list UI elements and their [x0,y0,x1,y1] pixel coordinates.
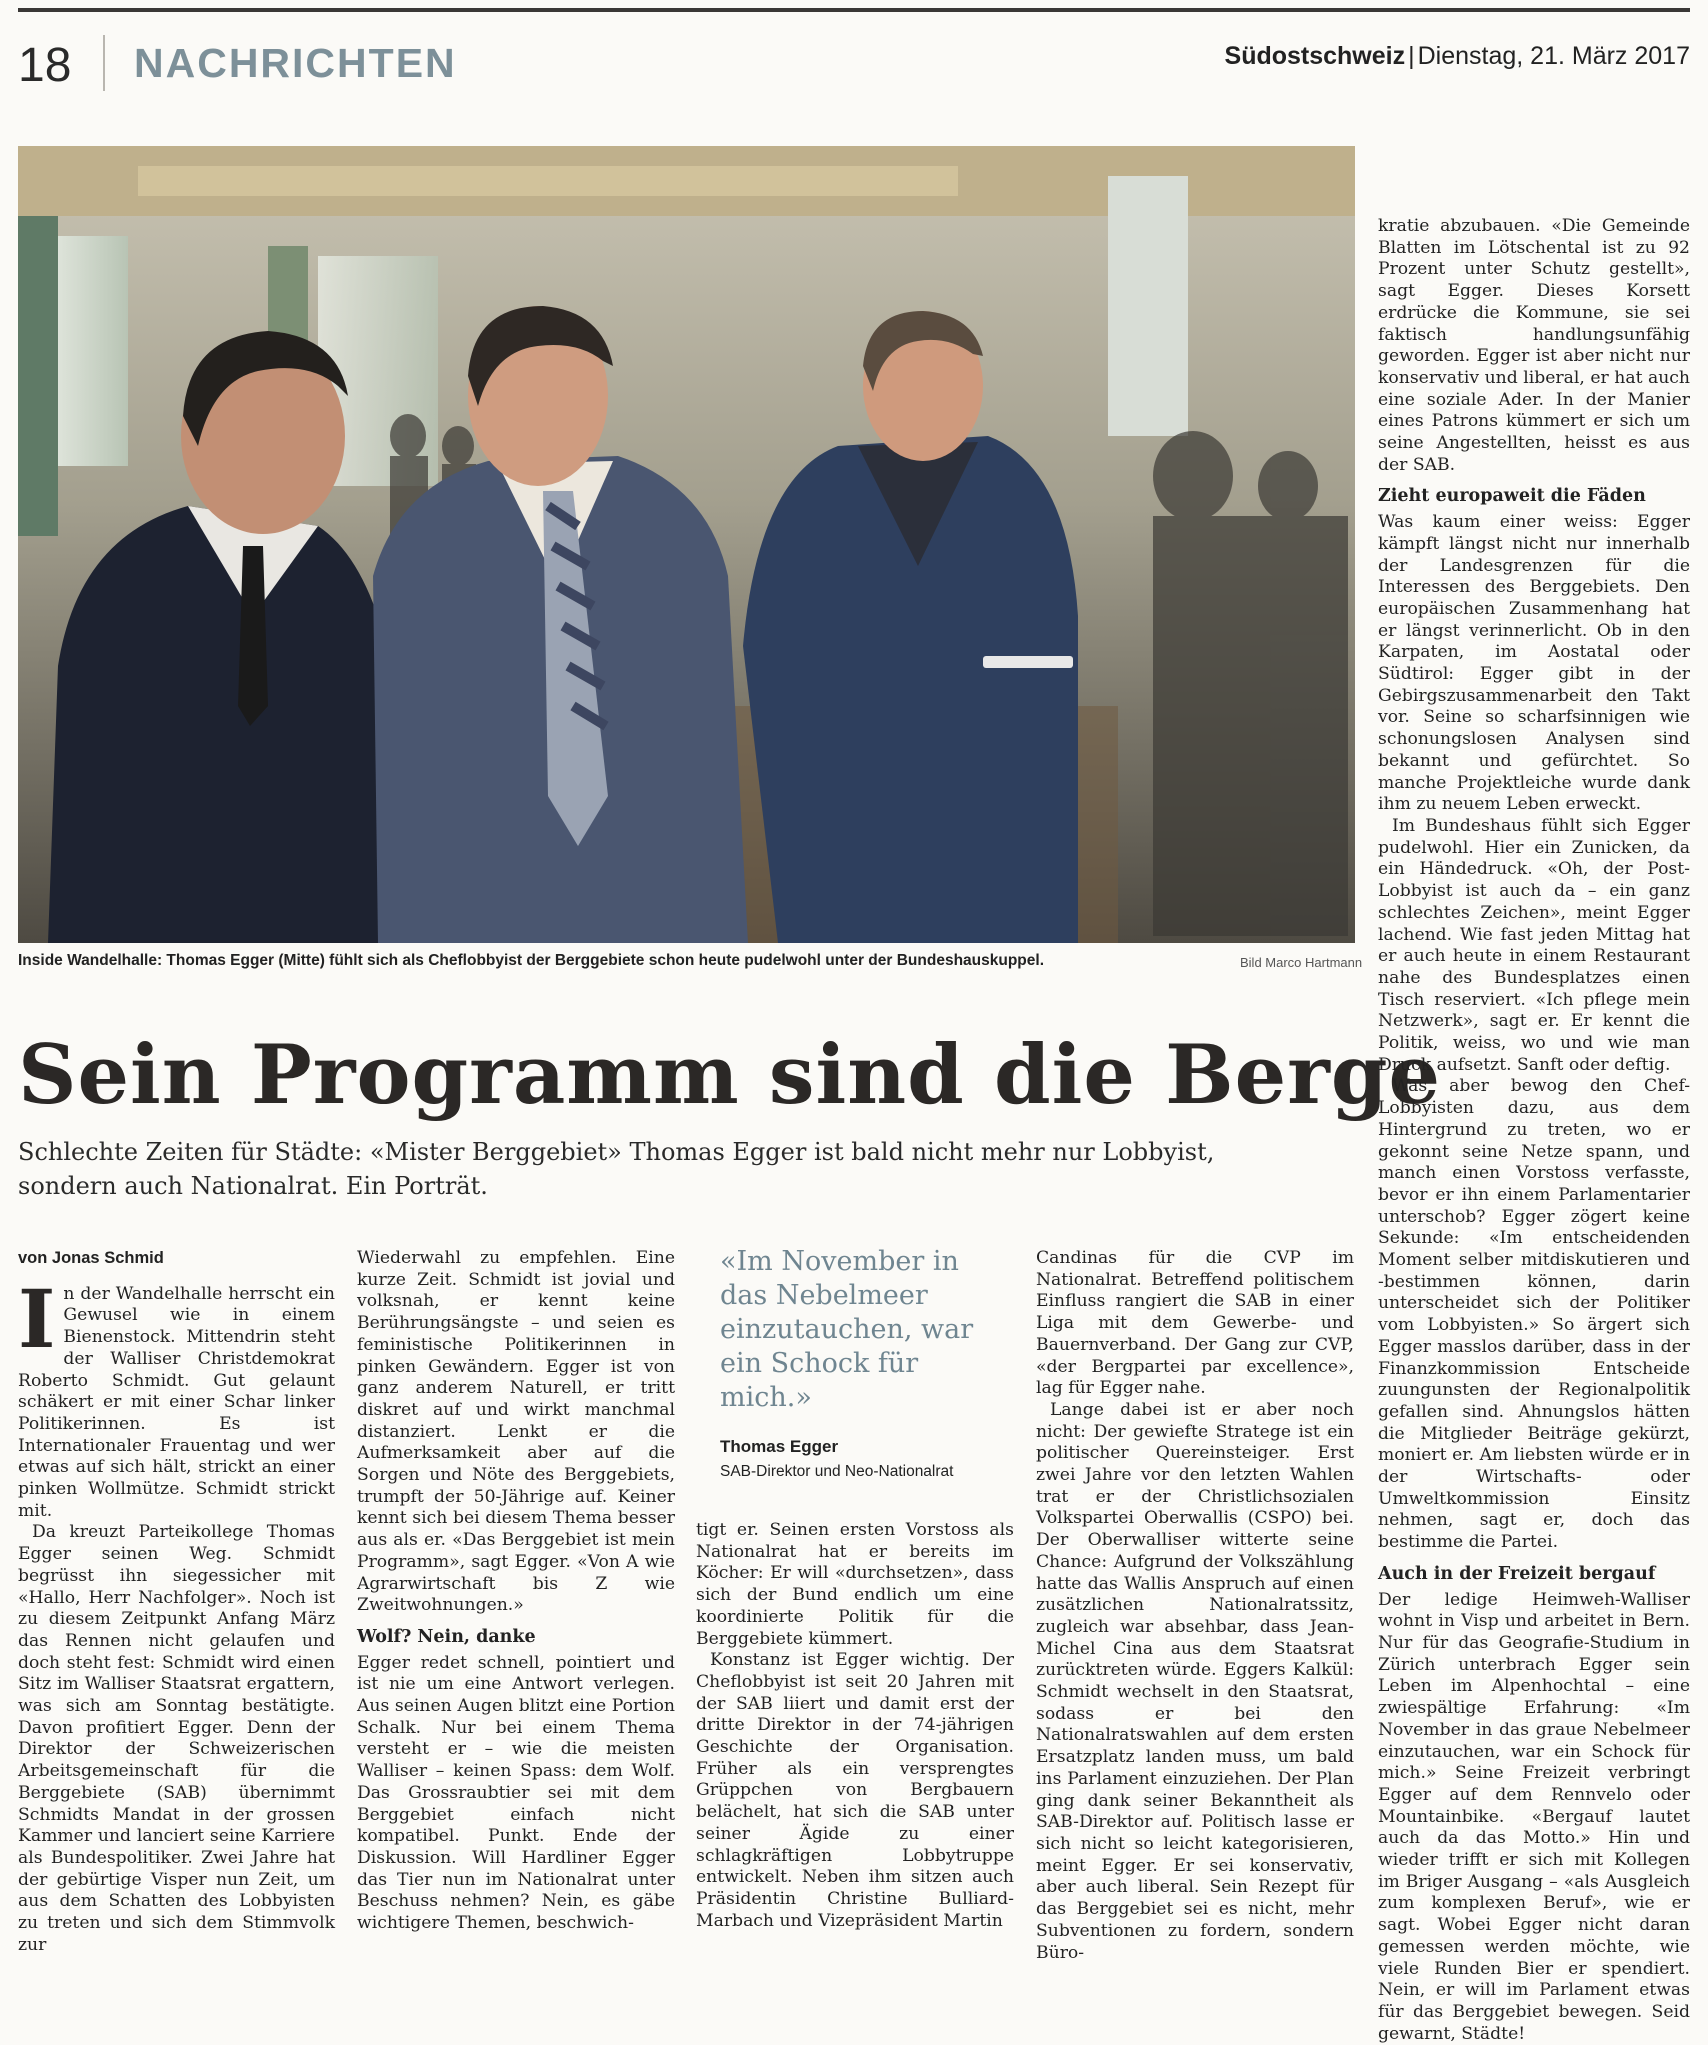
col5-paragraph-5: Der ledige Heimweh-Walliser wohnt in Visp und arbeitet in Bern. Nur für das Geografie-Studium in Zürich unterbrach Egger sein Leben im Alpenhochtal – eine zwiespältige Erfahrung: «Im November in das graue Nebelmeer einzutauchen, war ein Schock für mich.» Seine Freizeit verbringt Egger auf dem Rennvelo oder Mountainbike. «Bergauf lautet auch da das Motto.» Hin und wieder trifft er sich mit Kollegen im Briger Ausgang – «als Ausgleich zum komplexen Beruf», wie er sagt. Wobei Egger nicht daran gemessen werden möchte, wie viele Runden Bier er spendiert. Nein, er will im Parlament etwas für das Berggebiet bewegen. Seid gewarnt, Städte! [1378,1589,1690,2044]
col5-paragraph-2: Was kaum einer weiss: Egger kämpft längst nicht nur innerhalb der Landesgrenzen für die Interessen des Berggebiets. Den europäischen Zusammenhang hat er längst verinnerlicht. Ob in den Karpaten, im Aostatal oder Südtirol: Egger gibt in der Gebirgszusammenarbeit den Takt vor. Seine so scharfsinnigen wie schonungslosen Analysen sind bekannt und gefürchtet. So manche Projektleiche wurde dank ihm zu neuem Leben erweckt. [1378,512,1690,815]
col5-paragraph-4: Was aber bewog den Chef-Lobbyisten dazu, aus dem Hintergrund zu treten, wo er gekonnt seine Netze spann, und manch einen Vorstoss verfasste, bevor er ihn einem Parlamentarier unterschob? Egger zögert keine Sekunde: «Im entscheidenden Moment selber mitdiskutieren und -bestimmen können, darin unterscheidet sich der Politiker vom Lobbyisten.» So ärgert sich Egger masslos darüber, dass in der Finanzkommission Entscheide zuungunsten der Regionalpolitik gefallen sind. Ahnungslos hätten die Mitglieder Beiträge gekürzt, moniert er. Am liebsten würde er in der Wirtschafts- oder Umweltkommission Einsitz nehmen, sagt er, doch das bestimme die Partei. [1378,1076,1690,1553]
masthead: Südostschweiz | Dienstag, 21. März 2017 [1224,42,1690,70]
column-2 [357,1248,675,1935]
header-divider [103,35,105,91]
lead-text: Schlechte Zeiten für Städte: «Mister Berggebiet» Thomas Egger ist bald nicht mehr nur Lobbyist, sondern auch Nationalrat. Ein Porträt. [18,1138,1215,1200]
subhead-freizeit: Auch in der Freizeit bergauf [1378,1563,1656,1584]
col5-paragraph-1: kratie abzubauen. «Die Gemeinde Blatten im Lötschental ist zu 92 Prozent unter Schutz gestellt», sagt Egger. Dieses Korsett erdrücke die Kommune, sie sei faktisch handlungsunfähig geworden. Egger ist aber nicht nur konservativ und liberal, er hat auch eine soziale Ader. In der Manier eines Patrons kümmert er sich um seine Angestellten, heisst es aus der SAB. [1378,216,1690,475]
byline: von Jonas Schmid [18,1249,164,1267]
col5-paragraph-3: Im Bundeshaus fühlt sich Egger pudelwohl. Hier ein Zunicken, da ein Händedruck. «Oh, der Post-Lobbyist ist auch da – ein ganz schlechtes Zeichen», meint Egger lachend. Wie fast jeden Mittag hat er auch heute in einem Restaurant nahe des Bundesplatzes einen Tisch reserviert. «Ich pflege mein Netzwerk», sagt er. Er kennt die Politik, weiss, wo und wie man Druck aufsetzt. Sanft oder deftig. [1378,815,1690,1075]
col3-paragraph-1: tigt er. Seinen ersten Vorstoss als Nationalrat hat er bereits im Köcher: Er will «durchsetzen», dass sich der Bund endlich um eine koordinierte Politik für die Berggebiete kümmert. [696,1520,1014,1649]
page-number: 18 [18,39,72,92]
col1-paragraph-1: n der Wandelhalle herrscht ein Gewusel wie in einem Bienenstock. Mittendrin steht der Walliser Christdemokrat Roberto Schmidt. Gut gelaunt schäkert er mit einer Schar linker Politikerinnen. Es ist Internationaler Frauentag und wer etwas auf sich hält, strickt an einer pinken Wollmütze. Schmidt strickt mit. [18,1283,335,1521]
pull-quote: «Im November in das Nebelmeer einzutauchen, war ein Schock für mich.» [720,1246,974,1413]
top-rule [18,8,1690,12]
col4-paragraph-1: Candinas für die CVP im Nationalrat. Betreffend politischem Einfluss rangiert die SAB in einer Liga mit dem Gewerbe- und Bauernverband. Der Gang zur CVP, «der Bergpartei par excellence», lag für Egger nahe. [1036,1248,1354,1399]
paper-name: Südostschweiz [1224,42,1406,70]
hall-photo-illustration [18,146,1355,943]
column-3 [696,1520,1014,1932]
column-4 [1036,1248,1354,1964]
col1-paragraph-2: Da kreuzt Parteikollege Thomas Egger seinen Weg. Schmidt begrüsst ihn siegessicher mit «Hallo, Herr Nachfolger». Noch ist zu diesem Zeitpunkt Anfang März das Rennen nicht gelaufen und doch steht fest: Schmidt wird einen Sitz im Walliser Staatsrat ergattern, was sich am Sonntag bestätigte. Davon profitiert Egger. Denn der Direktor der Schweizerischen Arbeitsgemeinschaft für die Berggebiete (SAB) übernimmt Schmidts Mandat in der grossen Kammer und lanciert seine Karriere als Bundespolitiker. Zwei Jahre hat der gebürtige Visper nun Zeit, um aus dem Schatten des Lobbyisten zu treten und sich dem Stimmvolk zur [18,1522,335,1955]
column-1 [18,1248,335,1957]
subhead-wolf: Wolf? Nein, danke [357,1626,536,1647]
photo-credit: Bild Marco Hartmann [1240,955,1363,970]
column-5 [1378,216,1690,2045]
pull-quote-role: SAB-Direktor und Neo-Nationalrat [720,1463,954,1480]
headline: Sein Programm sind die Berge [18,1028,1441,1123]
issue-date: Dienstag, 21. März 2017 [1417,42,1690,70]
col2-paragraph-1: Wiederwahl zu empfehlen. Eine kurze Zeit. Schmidt ist jovial und volksnah, er kennt keine Berührungsängste – und seien es feministische Politikerinnen in pinken Gewändern. Egger ist von ganz anderem Naturell, er tritt diskret auf und wirkt manchmal distanziert. Lenkt er die Aufmerksamkeit aber auf die Sorgen und Nöte des Berggebiets, trumpft der 50-Jährige auf. Keiner kennt sich bei diesem Thema besser aus als er. «Das Berggebiet ist mein Programm», sagt Egger. «Von A wie Agrarwirtschaft bis Z wie Zweitwohnungen.» [357,1248,675,1616]
pull-quote-name: Thomas Egger [720,1437,839,1456]
col3-paragraph-2: Konstanz ist Egger wichtig. Der Cheflobbyist ist seit 20 Jahren mit der SAB liiert und damit erst der dritte Direktor in der 74-jährigen Geschichte der Organisation. Früher als ein versprengtes Grüppchen von Bergbauern belächelt, hat sich die SAB unter seiner Ägide zu einer schlagkräftigen Lobbytruppe entwickelt. Neben ihm sitzen auch Präsidentin Christine Bulliard-Marbach und Vizepräsident Martin [696,1650,1014,1931]
article-photo [18,146,1355,943]
section-title: NACHRICHTEN [134,40,457,86]
col2-paragraph-2: Egger redet schnell, pointiert und ist nie um eine Antwort verlegen. Aus seinen Augen blitzt eine Portion Schalk. Nur bei einem Thema versteht er – wie die meisten Walliser – keinen Spass: dem Wolf. Das Grossraubtier sei mit dem Berggebiet einfach nicht kompatibel. Punkt. Ende der Diskussion. Will Hardliner Egger das Tier nun im Nationalrat unter Beschuss nehmen? Nein, es gäbe wichtigere Themen, beschwich- [357,1652,675,1934]
col4-paragraph-2: Lange dabei ist er aber noch nicht: Der gewiefte Stratege ist ein politischer Quereinsteiger. Erst zwei Jahre vor den letzten Wahlen trat er der Christlichsozialen Volkspartei Oberwallis (CSPO) bei. Der Oberwalliser witterte seine Chance: Aufgrund der Volkszählung hatte das Wallis Anspruch auf einen zusätzlichen Nationalratssitz, zugleich war absehbar, dass Jean-Michel Cina aus dem Staatsrat zurücktreten würde. Eggers Kalkül: Schmidt wechselt in den Staatsrat, sodass er bei den Nationalratswahlen auf dem ersten Ersatzplatz landen muss, um bald ins Parlament einzuziehen. Der Plan ging dank seiner Bekanntheit als SAB-Direktor auf. Politisch lasse er sich nicht so leicht kategorisieren, meint Egger. Er sei konservativ, aber auch liberal. Sein Rezept für das Berggebiet sei es nicht, mehr Subventionen zu fordern, sondern Büro- [1036,1399,1354,1963]
subhead-europe: Zieht europaweit die Fäden [1378,486,1646,507]
drop-cap: I [18,1271,56,1366]
photo-caption: Inside Wandelhalle: Thomas Egger (Mitte) fühlt sich als Cheflobbyist der Berggebiete schon heute pudelwohl unter der Bundeshauskuppel. [18,952,1044,969]
